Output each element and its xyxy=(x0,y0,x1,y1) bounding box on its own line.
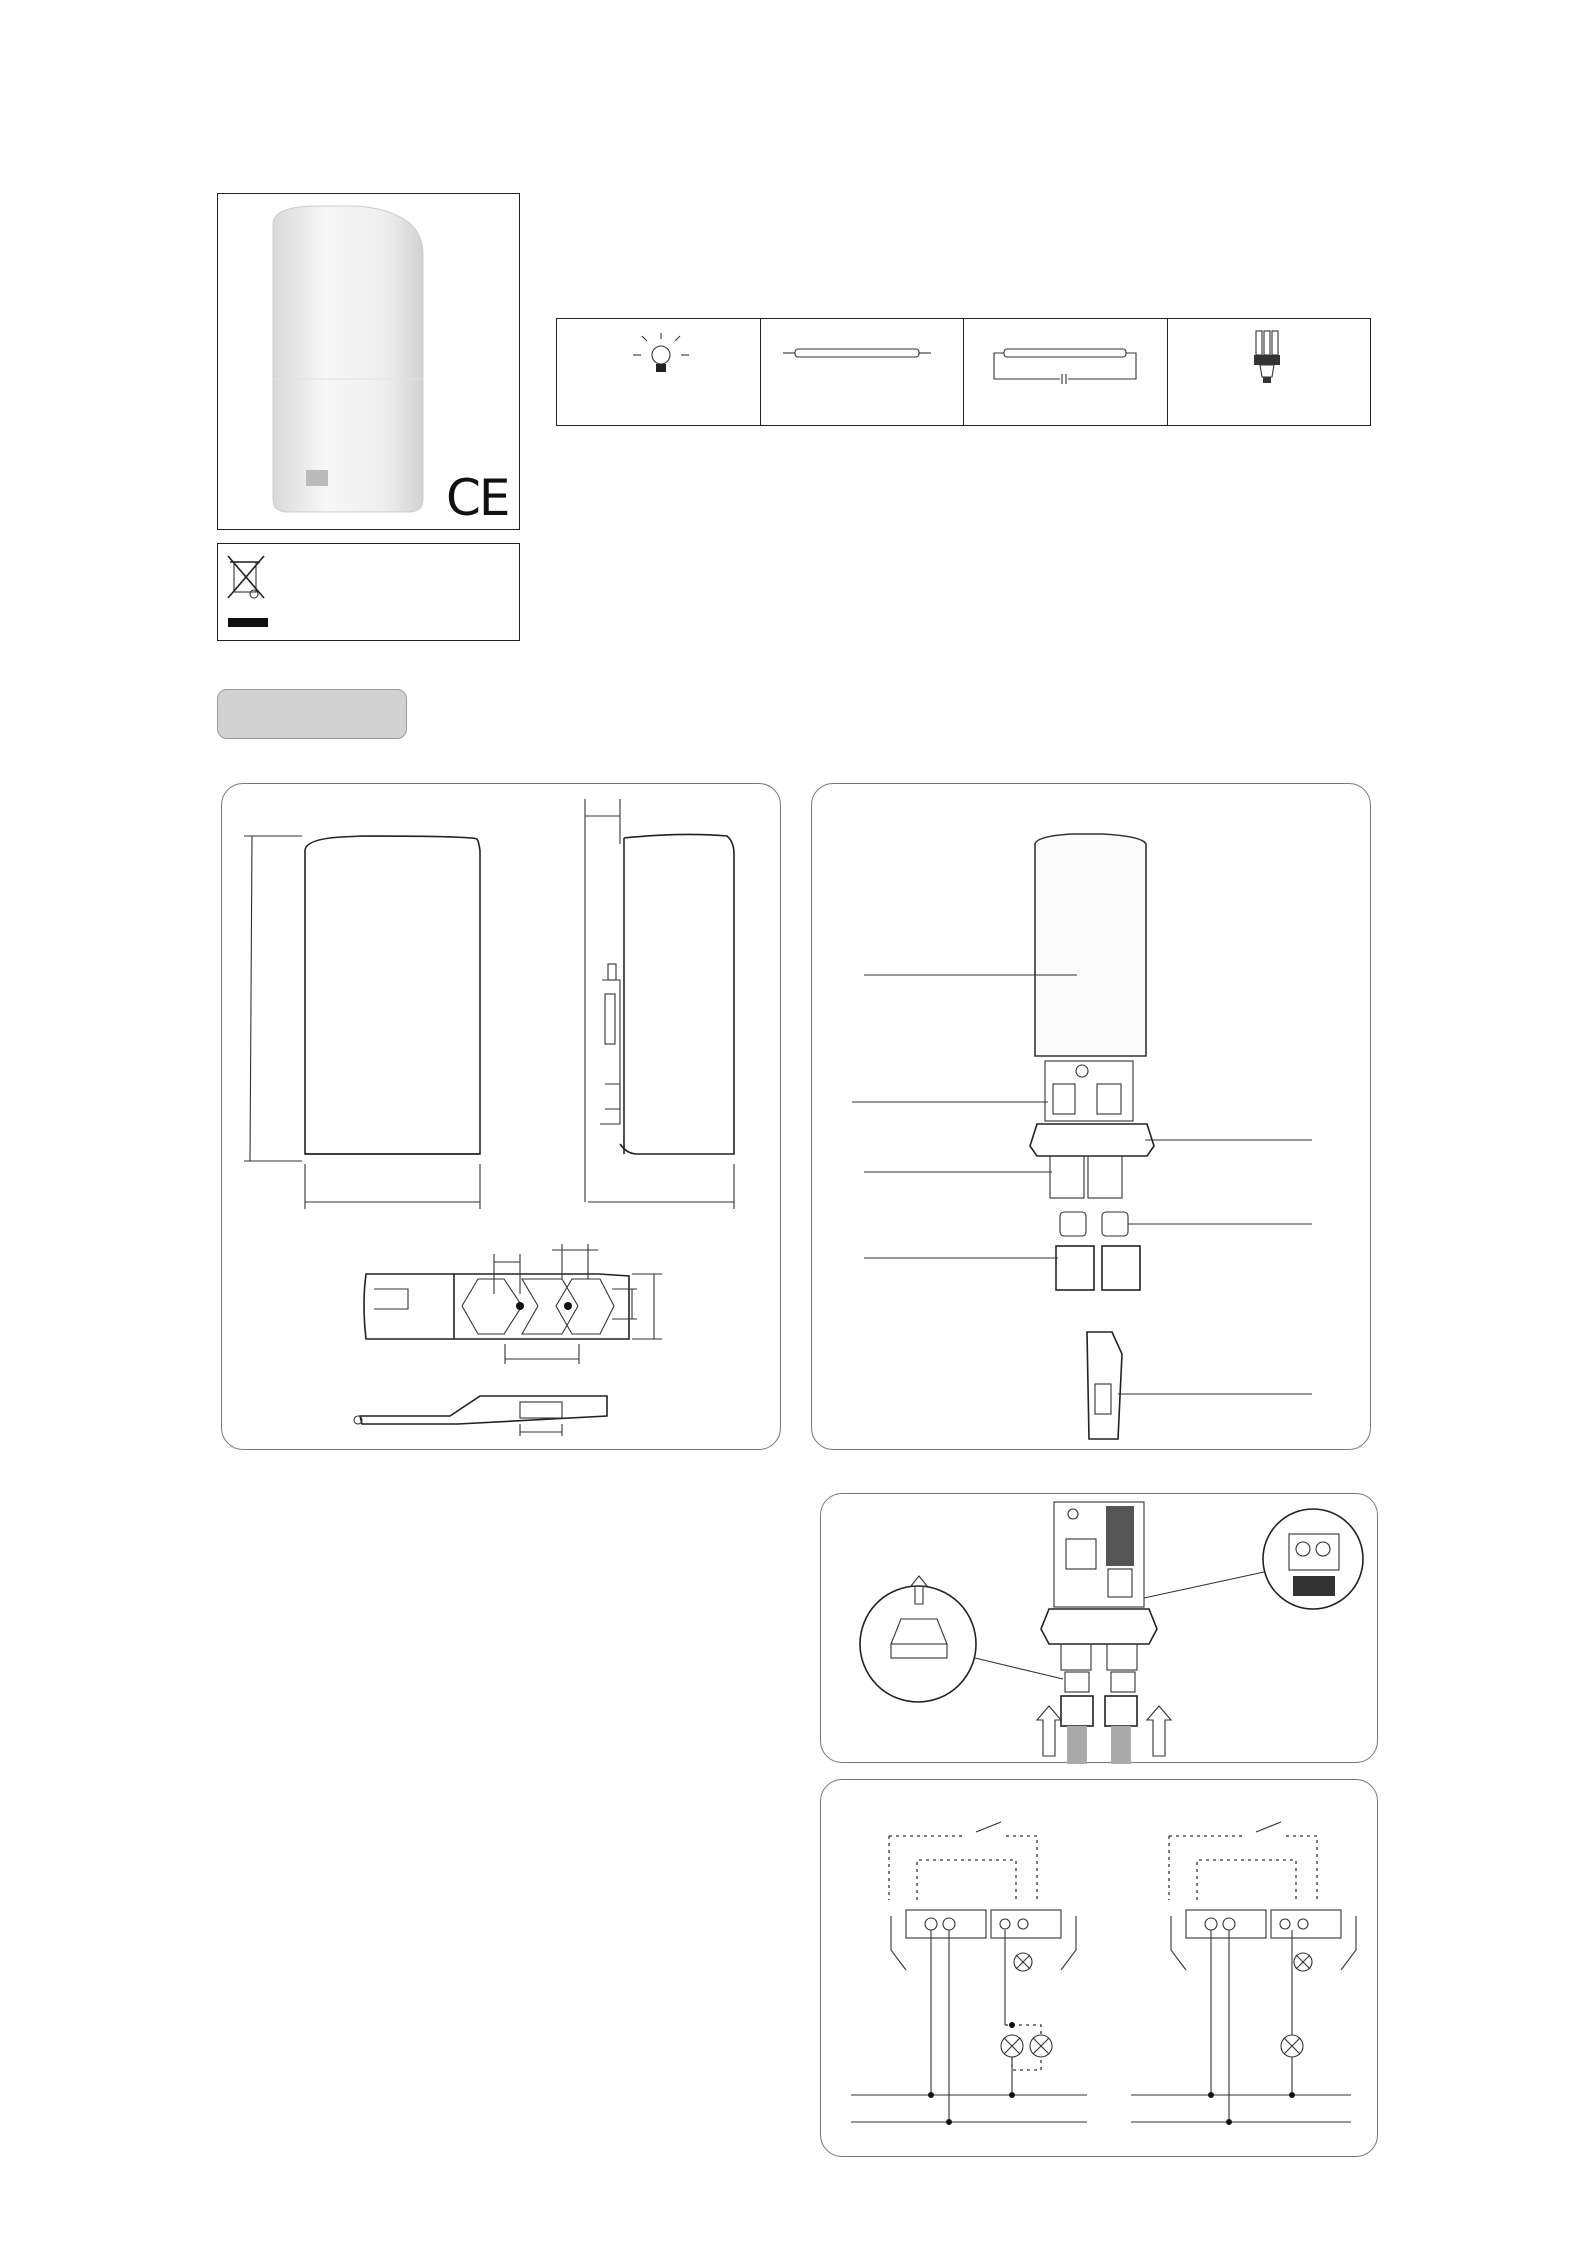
lamp-type-cell xyxy=(964,319,1168,425)
fluorescent-tube-ballast-icon xyxy=(964,319,1164,423)
lamp-type-cell xyxy=(557,319,761,425)
ce-mark: CE xyxy=(446,469,509,527)
exploded-view-drawing xyxy=(812,784,1372,1451)
compact-fluorescent-icon xyxy=(1168,319,1368,423)
fluorescent-tube-icon xyxy=(761,319,961,423)
wiring-panel xyxy=(820,1779,1378,2157)
lamp-type-table xyxy=(556,318,1371,426)
wiring-right xyxy=(1131,1822,1356,2125)
lamp-type-cell xyxy=(761,319,965,425)
wiring-diagram xyxy=(821,1780,1379,2158)
section-tab xyxy=(217,689,407,739)
exploded-view-panel xyxy=(811,783,1371,1450)
product-photo-box xyxy=(217,193,520,530)
wiring-left xyxy=(851,1822,1087,2125)
cable-gland-drawing xyxy=(821,1494,1379,1764)
cable-entry-panel xyxy=(820,1493,1378,1763)
crossed-out-wheelie-bin-icon xyxy=(218,544,521,642)
lamp-type-cell xyxy=(1168,319,1371,425)
dimensions-panel xyxy=(221,783,781,1450)
incandescent-bulb-icon xyxy=(557,319,757,423)
dimension-drawing xyxy=(222,784,782,1451)
weee-box xyxy=(217,543,520,641)
